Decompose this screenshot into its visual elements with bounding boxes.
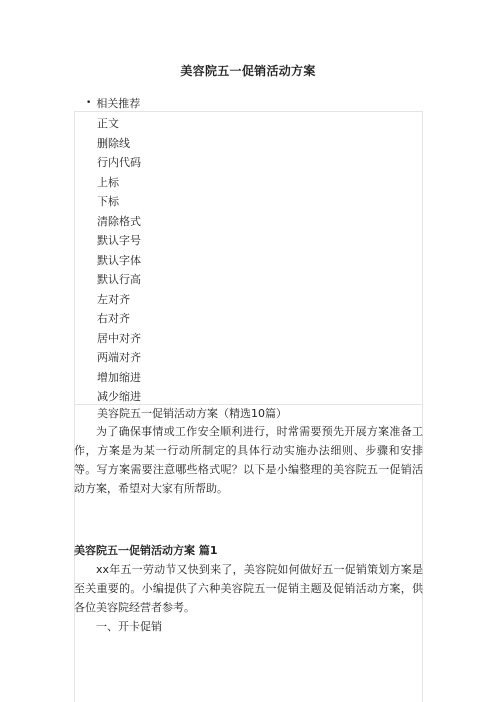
article-subheading: 美容院五一促销活动方案（精选10篇）	[97, 407, 287, 420]
menu-item-align-center[interactable]: 居中对齐	[97, 331, 141, 345]
menu-item-default-size[interactable]: 默认字号	[97, 234, 141, 247]
menu-item-normal[interactable]: 正文	[97, 117, 119, 130]
menu-item-inline-code[interactable]: 行内代码	[97, 156, 141, 169]
section-title: 美容院五一促销活动方案 篇1	[74, 544, 218, 557]
list-heading: 一、开卡促销	[96, 620, 162, 633]
intro-paragraph: 为了确保事情或工作安全顺利进行，时常需要预先开展方案准备工作，方案是为某一行动所制定的具体行动实施办法细则、步骤和安排等。写方案需要注意哪些格式呢？以下是小编整理的美容院五一促销活动方案，希望对大家有所帮助。	[74, 425, 423, 495]
menu-item-outdent[interactable]: 减少缩进	[97, 390, 141, 403]
menu-item-justify[interactable]: 两端对齐	[97, 351, 141, 364]
related-recommend-label: 相关推荐	[96, 97, 141, 110]
menu-item-strikethrough[interactable]: 删除线	[97, 136, 130, 150]
menu-item-default-font[interactable]: 默认字体	[97, 253, 141, 267]
menu-item-default-line-height[interactable]: 默认行高	[97, 273, 141, 286]
bullet-icon: •	[86, 98, 92, 108]
menu-item-align-left[interactable]: 左对齐	[97, 292, 130, 306]
document-title: 美容院五一促销活动方案	[180, 64, 316, 78]
menu-item-indent[interactable]: 增加缩进	[97, 370, 141, 384]
related-recommend	[86, 95, 140, 111]
menu-item-subscript[interactable]: 下标	[97, 195, 119, 208]
menu-item-align-right[interactable]: 右对齐	[97, 312, 130, 325]
section-paragraph: xx年五一劳动节又快到来了，美容院如何做好五一促销策划方案是至关重要的。小编提供了六种美容院五一促销主题及促销活动方案，供各位美容院经营者参考。	[74, 563, 423, 614]
menu-item-superscript[interactable]: 上标	[97, 175, 119, 189]
format-menu	[97, 114, 141, 407]
menu-item-clear-format[interactable]: 清除格式	[97, 214, 141, 228]
